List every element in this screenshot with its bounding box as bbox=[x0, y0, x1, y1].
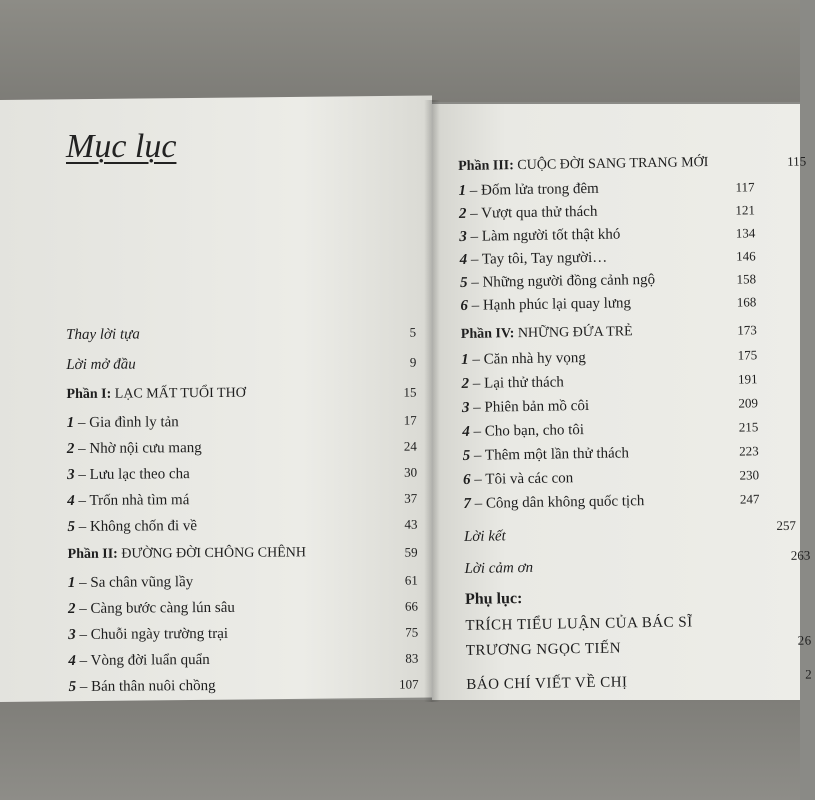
toc-page-number: 43 bbox=[404, 516, 418, 532]
toc-page-number: 117 bbox=[735, 179, 755, 195]
toc-page-number: 37 bbox=[404, 490, 418, 506]
toc-label: 4 – Cho bạn, cho tôi bbox=[462, 422, 585, 440]
toc-page-number: 247 bbox=[739, 491, 760, 507]
toc-left bbox=[66, 318, 419, 700]
toc-page-number: 168 bbox=[736, 294, 757, 310]
toc-page-number: 24 bbox=[403, 438, 417, 454]
toc-part-row bbox=[66, 378, 416, 410]
appendix-heading: Phụ lục: bbox=[464, 590, 523, 608]
toc-label: 1 – Đốm lửa trong đêm bbox=[458, 180, 599, 199]
background-top bbox=[0, 0, 800, 102]
toc-row bbox=[67, 512, 417, 540]
toc-page-number: 5 bbox=[409, 324, 417, 340]
toc-row bbox=[67, 434, 417, 462]
toc-page-number: 230 bbox=[739, 467, 760, 483]
toc-label: 4 – Vòng đời luẩn quẩn bbox=[68, 652, 210, 669]
toc-label: 2 – Lại thử thách bbox=[461, 374, 565, 392]
appendix-line: TRÍCH TIỂU LUẬN CỦA BÁC SĨ bbox=[465, 614, 693, 634]
toc-label: 1 – Căn nhà hy vọng bbox=[461, 350, 586, 368]
toc-page-number: 175 bbox=[737, 347, 758, 363]
toc-row bbox=[66, 318, 416, 350]
toc-page-number: 215 bbox=[738, 419, 759, 435]
toc-page-number: 9 bbox=[409, 354, 417, 370]
toc-label: 5 – Không chốn đi về bbox=[67, 518, 198, 535]
toc-label: 3 – Lưu lạc theo cha bbox=[67, 466, 190, 483]
toc-page-number: 75 bbox=[405, 624, 419, 640]
toc-label: 2 – Vượt qua thử thách bbox=[458, 203, 598, 222]
toc-label: 6 – Tôi và các con bbox=[462, 470, 574, 488]
toc-page-number: 146 bbox=[736, 248, 756, 264]
toc-label: 3 – Phiên bản mồ côi bbox=[461, 397, 590, 416]
toc-page-number: 121 bbox=[735, 202, 756, 218]
book-gutter bbox=[424, 100, 440, 702]
toc-page-number: 223 bbox=[739, 443, 759, 459]
toc-page-number: 66 bbox=[404, 598, 419, 614]
toc-page-number: 26 bbox=[797, 632, 812, 648]
toc-page-number: 134 bbox=[735, 225, 756, 241]
toc-label: 2 – Nhờ nội cưu mang bbox=[66, 440, 202, 457]
appendix-line: BÁO CHÍ VIẾT VỀ CHỊ bbox=[466, 674, 628, 693]
page-title: Mục lục bbox=[66, 128, 177, 165]
toc-page-number: 2 bbox=[805, 666, 813, 682]
appendix-item bbox=[465, 632, 812, 673]
toc-page-number: 107 bbox=[398, 676, 419, 692]
toc-label: Lời cảm ơn bbox=[464, 559, 534, 577]
toc-page-number: 17 bbox=[403, 412, 417, 428]
toc-label: Lời kết bbox=[463, 528, 506, 545]
toc-label: Lời mở đầu bbox=[66, 356, 136, 373]
toc-label: 1 – Sa chân vũng lầy bbox=[67, 574, 194, 591]
toc-label: 4 – Tay tôi, Tay người… bbox=[459, 249, 608, 268]
toc-page-number: 209 bbox=[738, 395, 759, 411]
toc-page-number: 30 bbox=[404, 464, 418, 480]
toc-page-number: 83 bbox=[405, 650, 419, 666]
toc-part-label: Phần IV: NHỮNG ĐỨA TRẺ bbox=[460, 324, 633, 342]
toc-row bbox=[66, 348, 416, 380]
toc-part-row bbox=[68, 538, 418, 570]
toc-row bbox=[464, 547, 811, 586]
toc-label: Thay lời tựa bbox=[66, 326, 140, 343]
toc-page-number: 115 bbox=[787, 153, 807, 169]
toc-row bbox=[68, 672, 418, 700]
toc-label: 4 – Trốn nhà tìm má bbox=[67, 492, 190, 509]
toc-label: 7 – Công dân không quốc tịch bbox=[463, 493, 645, 512]
toc-label: 3 – Làm người tốt thật khó bbox=[459, 226, 621, 245]
toc-part-label: Phần I: LẠC MẤT TUỔI THƠ bbox=[66, 385, 246, 402]
toc-page-number: 263 bbox=[790, 547, 811, 563]
toc-row bbox=[68, 594, 418, 622]
toc-label: 2 – Càng bước càng lún sâu bbox=[67, 599, 235, 617]
toc-row bbox=[67, 486, 417, 514]
toc-label: 5 – Những người đồng cảnh ngộ bbox=[459, 271, 656, 291]
toc-page-number: 61 bbox=[404, 572, 418, 588]
toc-part-label: Phần III: CUỘC ĐỜI SANG TRANG MỚI bbox=[458, 155, 709, 174]
toc-row bbox=[67, 460, 417, 488]
background-bottom bbox=[0, 700, 800, 800]
toc-page-number: 173 bbox=[737, 322, 757, 338]
toc-label: 5 – Bán thân nuôi chồng bbox=[68, 677, 216, 695]
toc-label: 5 – Thêm một lần thử thách bbox=[462, 445, 630, 464]
toc-page-number: 158 bbox=[736, 271, 757, 287]
toc-page-number: 191 bbox=[737, 371, 758, 387]
toc-label: 1 – Gia đình ly tản bbox=[66, 414, 179, 431]
toc-label: 3 – Chuỗi ngày trường trại bbox=[68, 625, 229, 643]
toc-row bbox=[68, 646, 418, 674]
toc-row bbox=[68, 568, 418, 596]
toc-row bbox=[68, 620, 418, 648]
toc-right bbox=[458, 149, 813, 698]
toc-page-number: 257 bbox=[776, 517, 796, 534]
toc-label: 6 – Hạnh phúc lại quay lưng bbox=[460, 295, 632, 314]
toc-part-label: Phần II: ĐƯỜNG ĐỜI CHÔNG CHÊNH bbox=[67, 545, 307, 562]
appendix-line: TRƯƠNG NGỌC TIẾN bbox=[465, 640, 622, 659]
toc-page-number: 59 bbox=[404, 544, 418, 560]
toc-row bbox=[67, 408, 417, 436]
toc-page-number: 15 bbox=[403, 384, 417, 400]
